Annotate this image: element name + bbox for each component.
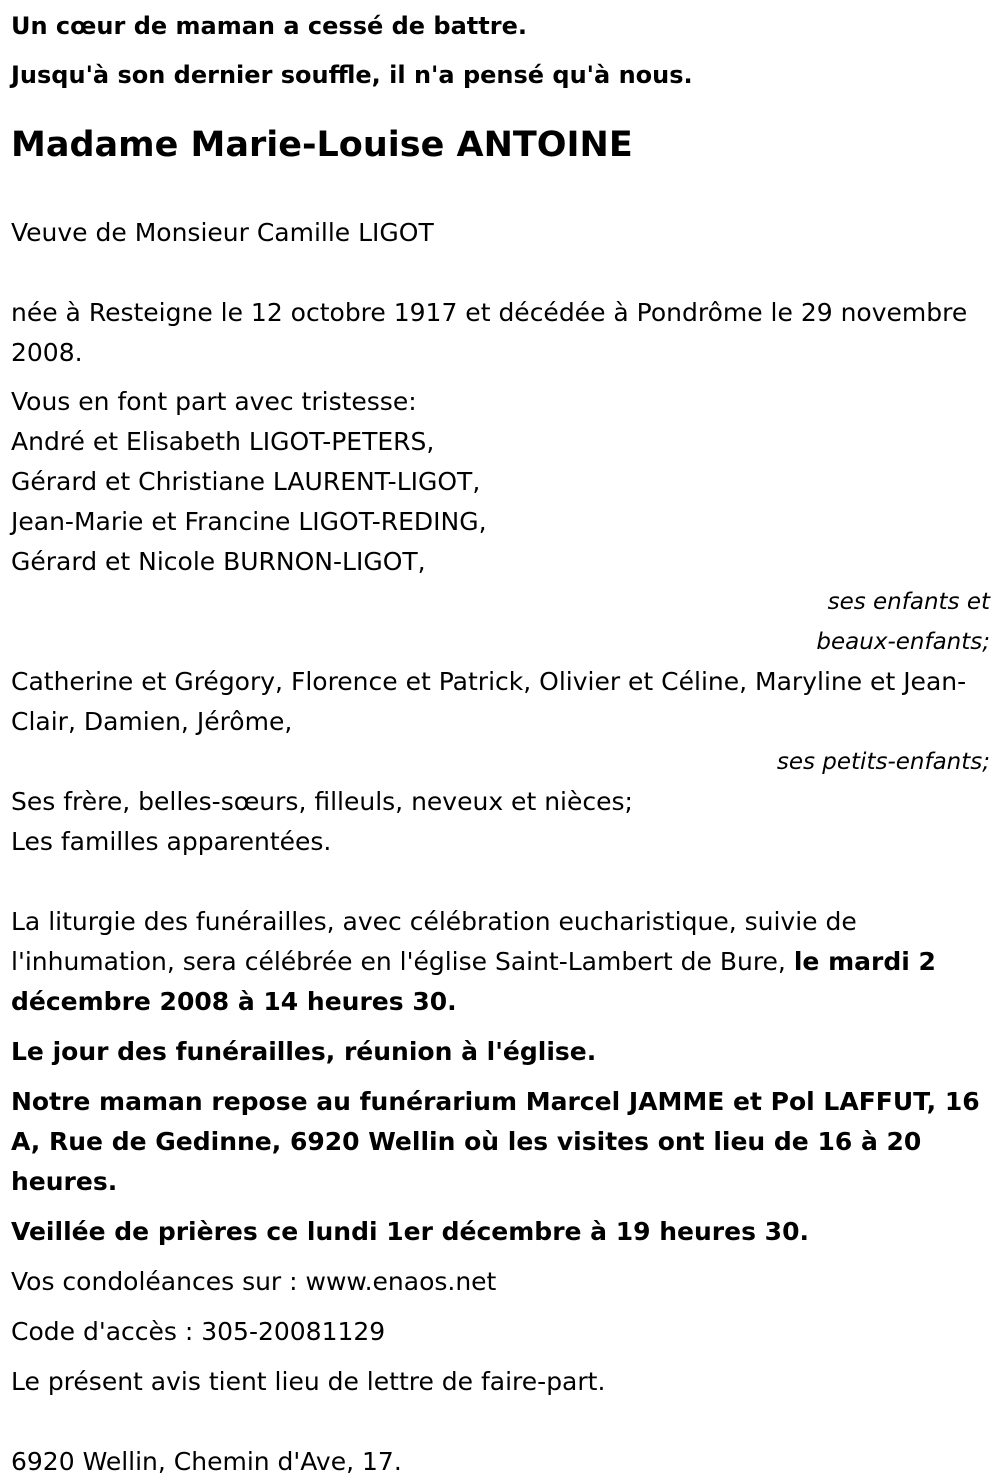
grandchildren-line: Catherine et Grégory, Florence et Patrick, Olivier et Céline, Maryline et Jean-Clair, Damien, Jérôme, [11,667,967,736]
headline-last-breath: Jusqu'à son dernier souffle, il n'a pensé qu'à nous. [11,61,693,89]
deceased-name: Madame Marie-Louise ANTOINE [11,125,633,165]
other-family-line: Ses frère, belles-sœurs, filleuls, neveux et nièces; [11,787,633,816]
children-relation: ses enfants et beaux-enfants; [816,589,990,655]
funeral-home-line: Notre maman repose au funérarium Marcel JAMME et Pol LAFFUT, 16 A, Rue de Gedinne, 6920 Wellin où les visites ont lieu de 16 à 20 heures. [11,1087,980,1196]
announce-intro: Vous en font part avec tristesse: [11,387,417,416]
child-line: Gérard et Nicole BURNON-LIGOT, [11,547,426,576]
family-announcement [11,382,990,862]
meeting-line: Le jour des funérailles, réunion à l'église. [11,1037,597,1066]
notice-statement: Le présent avis tient lieu de lettre de faire-part. [11,1367,606,1396]
vigil-line: Veillée de prières ce lundi 1er décembre à 19 heures 30. [11,1217,809,1246]
spouse-line: Veuve de Monsieur Camille LIGOT [11,218,434,247]
liturgy-date: le mardi 2 décembre 2008 à 14 heures 30. [11,947,936,1016]
liturgy-paragraph [11,902,990,1022]
headline-heart: Un cœur de maman a cessé de battre. [11,12,527,40]
child-line: André et Elisabeth LIGOT-PETERS, [11,427,435,456]
address-line: 6920 Wellin, Chemin d'Ave, 17. [11,1447,402,1476]
related-families-line: Les familles apparentées. [11,827,332,856]
child-line: Jean-Marie et Francine LIGOT-REDING, [11,507,487,536]
grandchildren-relation: ses petits-enfants; [776,749,990,775]
birth-death-line: née à Resteigne le 12 octobre 1917 et décédée à Pondrôme le 29 novembre 2008. [11,298,968,367]
access-code-line: Code d'accès : 305-20081129 [11,1317,386,1346]
condolences-line: Vos condoléances sur : www.enaos.net [11,1267,497,1296]
child-line: Gérard et Christiane LAURENT-LIGOT, [11,467,481,496]
liturgy-text: La liturgie des funérailles, avec célébration eucharistique, suivie de l'inhumation, sera célébrée en l'église Saint-Lambert de Bure, [11,907,857,976]
